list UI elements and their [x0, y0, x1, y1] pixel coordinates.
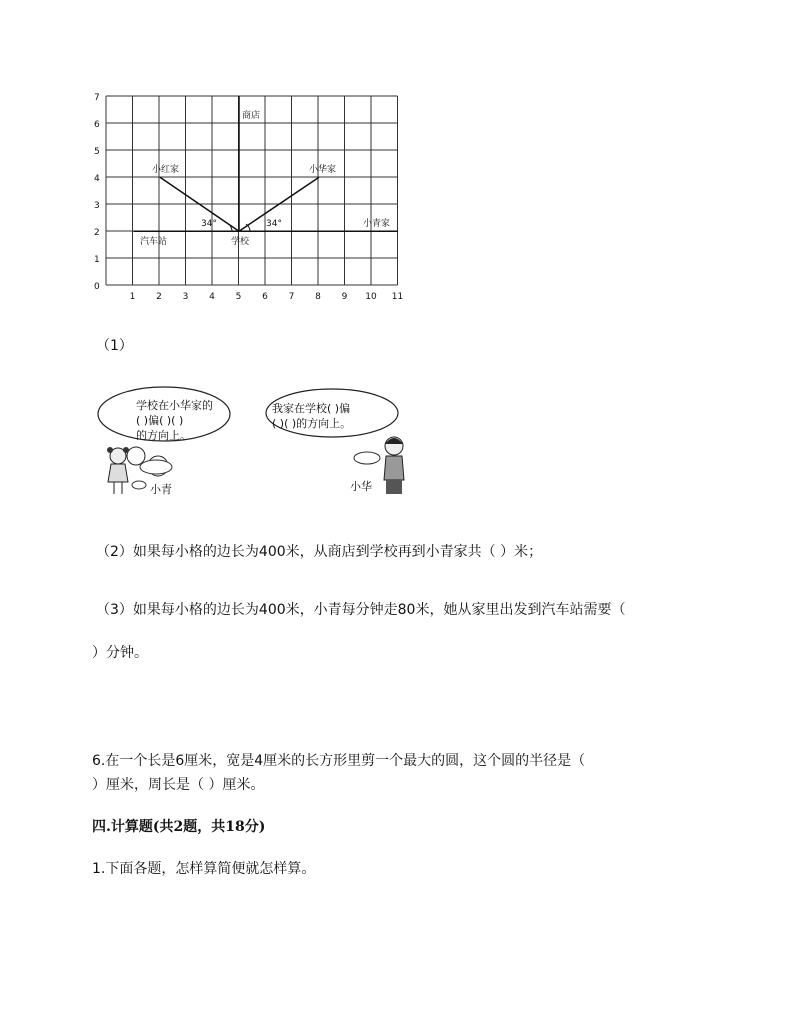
y-tick-label: 1	[94, 255, 100, 265]
x-tick-label: 8	[315, 292, 321, 302]
x-tick-label: 3	[182, 292, 189, 302]
grid-lines	[106, 96, 398, 285]
y-tick-label: 4	[94, 174, 100, 184]
girl-bubble-text	[136, 398, 213, 443]
question-3-line-1: （3）如果每小格的边长为400米，小青每分钟走80米，她从家里出发到汽车站需要（	[96, 602, 626, 618]
question-3-line-2: ）分钟。	[92, 645, 148, 661]
calc-question-1: 1.下面各题，怎样算简便就怎样算。	[92, 861, 316, 877]
y-tick-label: 7	[94, 93, 100, 103]
question-1-label: （1）	[96, 338, 133, 354]
x-axis-ticks	[130, 292, 404, 302]
girl-bubble-line-1: 学校在小华家的	[136, 399, 213, 412]
name-girl: 小青	[150, 483, 172, 496]
label-bus-station: 汽车站	[140, 237, 168, 247]
girl-figure	[107, 447, 129, 494]
label-xiaohua-home: 小华家	[309, 165, 337, 175]
girl-bubble-line-2: ( )偏( )( )	[136, 414, 184, 427]
boy-bubble-text	[272, 401, 351, 431]
label-school: 学校	[231, 237, 250, 247]
label-xiaoqing-home: 小青家	[363, 219, 391, 229]
section-4-title: 四.计算题(共2题，共18分)	[92, 819, 266, 835]
boy-figure	[384, 437, 404, 494]
y-tick-label: 3	[94, 201, 100, 211]
y-tick-label: 6	[94, 120, 100, 130]
x-tick-label: 2	[156, 292, 162, 302]
direction-lines	[134, 96, 399, 231]
question-6-line-1: 6.在一个长是6厘米，宽是4厘米的长方形里剪一个最大的圆，这个圆的半径是（	[92, 753, 586, 769]
x-tick-label: 6	[262, 292, 268, 302]
x-tick-label: 5	[235, 292, 242, 302]
question-2: （2）如果每小格的边长为400米，从商店到学校再到小青家共（ ）米；	[96, 544, 543, 560]
y-axis-ticks	[94, 93, 100, 292]
question-6-line-2: ）厘米，周长是（ ）厘米。	[92, 777, 265, 793]
label-angle-left: 34°	[201, 219, 217, 229]
y-tick-label: 2	[94, 228, 100, 238]
boy-bubble-line-1: 我家在学校( )偏	[272, 402, 351, 415]
x-tick-label: 1	[129, 292, 136, 302]
x-tick-label: 9	[341, 292, 348, 302]
label-shop: 商店	[242, 111, 261, 121]
x-tick-label: 10	[365, 292, 377, 302]
label-xiaohong-home: 小红家	[152, 165, 180, 175]
y-tick-label: 0	[94, 282, 100, 292]
boy-thought-cloud	[354, 452, 380, 464]
girl-bubble-line-3: 的方向上。	[136, 429, 191, 442]
x-tick-label: 4	[209, 292, 215, 302]
boy-bubble-line-2: ( )( )的方向上。	[272, 417, 352, 430]
label-angle-right: 34°	[266, 219, 282, 229]
x-tick-label: 11	[391, 292, 404, 302]
x-tick-label: 7	[288, 292, 295, 302]
name-boy: 小华	[350, 480, 372, 493]
y-tick-label: 5	[94, 147, 100, 157]
direction-grid-diagram	[80, 88, 410, 303]
girl-thought-cloud	[140, 460, 172, 474]
